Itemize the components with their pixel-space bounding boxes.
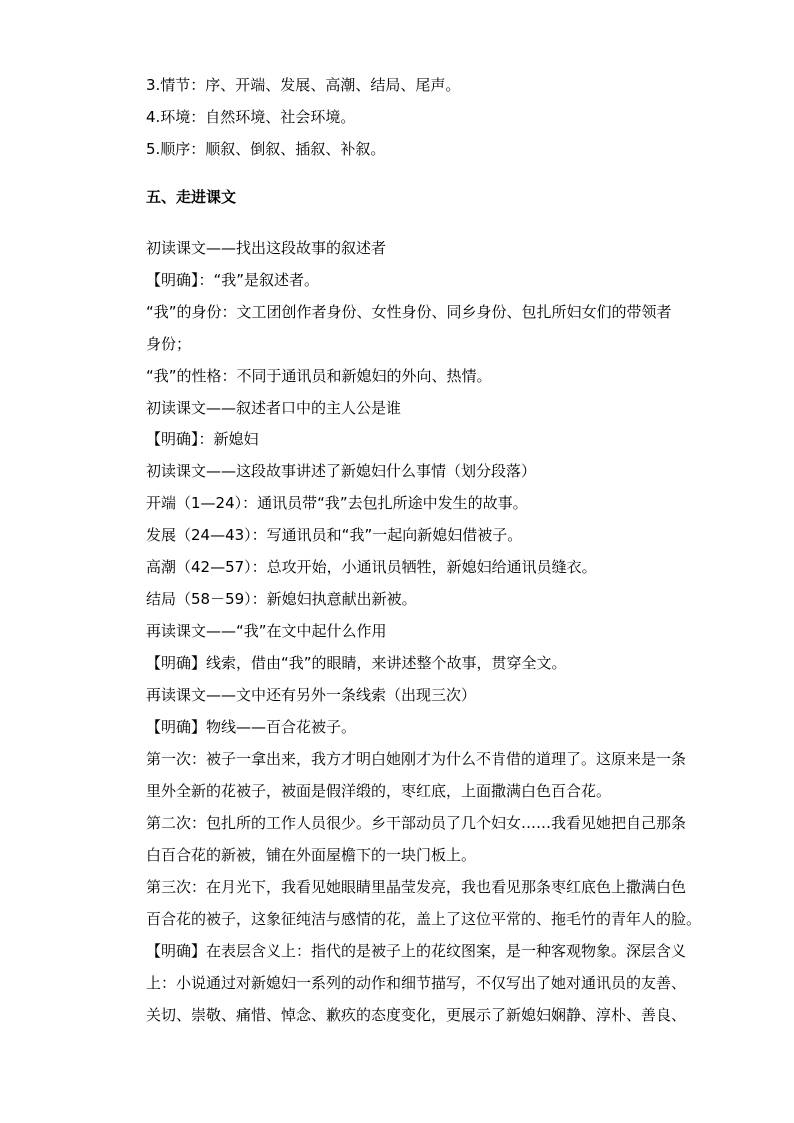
text-line: 【明确】：“我”是叙述者。 — [146, 271, 320, 289]
text-line: 第一次：被子一拿出来，我方才明白她刚才为什么不肯借的道理了。这原来是一条 — [146, 750, 687, 768]
order-line: 5.顺序：顺叙、倒叙、插叙、补叙。 — [146, 140, 386, 158]
text-line: “我”的身份：文工团创作者身份、女性身份、同乡身份、包扎所妇女们的带领者 — [146, 303, 672, 321]
text-line: 【明确】物线——百合花被子。 — [146, 718, 357, 736]
text-line: 上：小说通过对新媳妇一系列的动作和细节描写，不仅写出了她对通讯员的友善、 — [146, 974, 687, 992]
section-heading: 五、走进课文 — [146, 188, 237, 206]
text-line: 百合花的被子，这象征纯洁与感情的花，盖上了这位平常的、拖毛竹的青年人的脸。 — [146, 910, 702, 928]
plot-line: 3.情节：序、开端、发展、高潮、结局、尾声。 — [146, 76, 461, 94]
text-line: 第三次：在月光下，我看见她眼睛里晶莹发亮，我也看见那条枣红底色上撒满白色 — [146, 878, 687, 896]
text-line: 开端（1—24）：通讯员带“我”去包扎所途中发生的故事。 — [146, 494, 528, 512]
text-line: 关切、崇敬、痛惜、悼念、歉疚的态度变化，更展示了新媳妇娴静、淳朴、善良、 — [146, 1006, 687, 1024]
text-line: 【明确】在表层含义上：指代的是被子上的花纹图案，是一种客观物象。深层含义 — [146, 942, 687, 960]
text-line: 第二次：包扎所的工作人员很少。乡干部动员了几个妇女……我看见她把自己那条 — [146, 814, 687, 832]
text-line: 初读课文——找出这段故事的叙述者 — [146, 239, 387, 257]
text-line: 发展（24—43）：写通讯员和“我”一起向新媳妇借被子。 — [146, 526, 523, 544]
text-line: “我”的性格：不同于通讯员和新媳妇的外向、热情。 — [146, 367, 492, 385]
text-line: 高潮（42—57）：总攻开始，小通讯员牺牲，新媳妇给通讯员缝衣。 — [146, 558, 597, 576]
text-line: 再读课文——文中还有另外一条线索（出现三次） — [146, 686, 477, 704]
text-line: 【明确】：新媳妇 — [146, 430, 259, 448]
text-line: 初读课文——这段故事讲述了新媳妇什么事情（划分段落） — [146, 462, 537, 480]
text-line: 【明确】线索，借由“我”的眼睛，来讲述整个故事，贯穿全文。 — [146, 654, 567, 672]
text-line: 里外全新的花被子，被面是假洋缎的，枣红底，上面撒满白色百合花。 — [146, 782, 612, 800]
text-line: 白百合花的新被，铺在外面屋檐下的一块门板上。 — [146, 846, 477, 864]
text-line: 再读课文——“我”在文中起什么作用 — [146, 622, 387, 640]
text-line: 初读课文——叙述者口中的主人公是谁 — [146, 399, 402, 417]
text-line: 结局（58－59）：新媳妇执意献出新被。 — [146, 590, 417, 608]
text-line: 身份； — [146, 335, 192, 353]
setting-line: 4.环境：自然环境、社会环境。 — [146, 108, 356, 126]
